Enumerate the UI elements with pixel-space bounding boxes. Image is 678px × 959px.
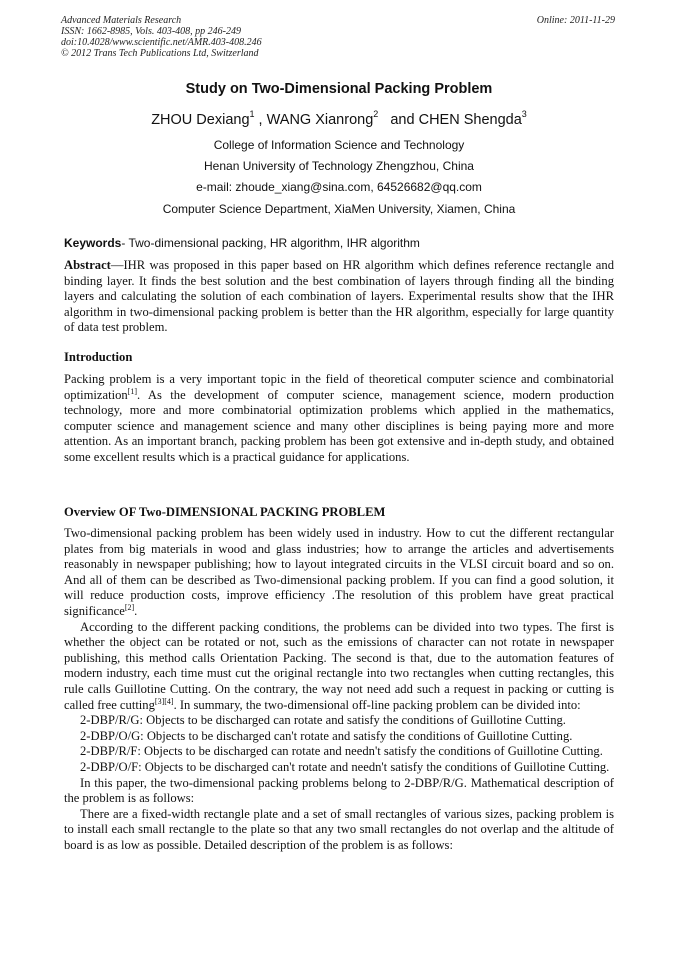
introduction-heading: Introduction [64,350,133,364]
journal-name: Advanced Materials Research [61,15,182,26]
paragraph-text: Two-dimensional packing problem has been widely used in industry. How to cut the different rectangular plates from big materials in wood and glass industries; how to arrange the articles and advertisements reasonably in newspaper publishing; how to layout integrated circuits in the VLSI circuit board and so on. And all of them can be described as Two-dimensional packing problem. If you can find a good solution, it will reduce production costs, improve efficiency .The resolution of this problem have great practical significance [64,526,614,618]
intro-text: Packing problem is a very important topic in the field of theoretical computer science and combinatorial optimization [64,372,614,402]
author-superscript: 3 [521,109,527,119]
affiliation-line: College of Information Science and Technology [213,138,465,152]
author-separator: , [254,112,267,128]
paragraph [64,526,614,620]
case-item: 2-DBP/O/G: Objects to be discharged can't rotate and satisfy the conditions of Guillotine Cutting. [80,728,573,743]
paragraph [64,620,614,714]
paragraph: In this paper, the two-dimensional packing problems belong to 2-DBP/R/G. Mathematical description of the problem is as follows: [64,775,614,806]
online-date: Online: 2011-11-29 [536,15,615,26]
copyright-line: © 2012 Trans Tech Publications Ltd, Switzerland [61,48,259,59]
case-item: 2-DBP/O/F: Objects to be discharged can't rotate and needn't satisfy the conditions of Guillotine Cutting. [80,759,610,774]
keywords-text: - Two-dimensional packing, HR algorithm, IHR algorithm [121,236,420,250]
overview-heading: Overview OF Two-DIMENSIONAL PACKING PROBLEM [64,505,386,519]
introduction-paragraph [64,372,614,466]
affiliation-line: Computer Science Department, XiaMen University, Xiamen, China [162,202,516,216]
citation: [1] [127,386,137,396]
email-line: e-mail: zhoude_xiang@sina.com, 64526682@qq.com [196,180,482,194]
case-item: 2-DBP/R/F: Objects to be discharged can rotate and needn't satisfy the conditions of Guillotine Cutting. [80,744,603,759]
author-superscript: 1 [249,109,255,119]
paragraph-text: According to the different packing conditions, the problems can be divided into two types. The first is whether the object can be rotated or not, such as the emissions of character can not rotate in newspaper publishing, this method calls Orientation Packing. The second is that, due to the automation features of modern industry, each time must cut the original rectangle into two rectangles when cutting rectangles, this rule calls Guillotine Cutting. On the contrary, the way not need add such a request in packing or cutting is called free cutting [64,619,614,712]
author-line [0,109,678,128]
keywords-label: Keywords [64,236,122,250]
paragraph-text: . [134,603,138,618]
paragraph-text: . In summary, the two-dimensional off-line packing problem can be divided into: [173,697,581,712]
case-item: 2-DBP/R/G: Objects to be discharged can rotate and satisfy the conditions of Guillotine Cutting. [80,713,566,728]
abstract-label: Abstract [64,258,111,272]
overview-body [64,526,614,853]
author-name: CHEN Shengda [418,112,522,128]
doi-line: doi:10.4028/www.scientific.net/AMR.403-408.246 [61,37,262,48]
author-superscript: 2 [373,109,379,119]
author-separator: and [378,112,419,128]
journal-header [61,15,615,59]
abstract-text: —IHR was proposed in this paper based on HR algorithm which defines reference rectangle and binding layer. It finds the best solution and the best combination of layers through finding all the binding layers and calculating the solution of each combination of layers. Experimental results show that the IHR algorithm in two-dimensional packing problem is better than the HR algorithm, especially for large quantity of data test problem. [64,258,614,335]
keywords [64,236,420,250]
paper-title: Study on Two-Dimensional Packing Problem [185,81,493,97]
affiliation-line: Henan University of Technology Zhengzhou, China [204,159,474,173]
issn-line: ISSN: 1662-8985, Vols. 403-408, pp 246-249 [61,26,241,37]
citation: [2] [124,602,135,612]
author-name: WANG Xianrong [266,112,374,128]
intro-text: . As the development of computer science, management science, modern production technology, more and more combinatorial optimization problems which applied in the mathematics, computer science and management science and many other disciplines is being paying more and more attention. As an important branch, packing problem has been got extensive and in-depth study, and obtained some excellent results which is a practical guidance for applications. [64,387,614,464]
abstract [64,258,614,336]
citation: [3][4] [154,696,174,706]
author-name: ZHOU Dexiang [151,112,250,128]
paragraph: There are a fixed-width rectangle plate and a set of small rectangles of various sizes, packing problem is to install each small rectangle to the plate so that any two small rectangles do not overlap and the altitude of board is as low as possible. Detailed description of the problem is as follows: [64,806,614,852]
